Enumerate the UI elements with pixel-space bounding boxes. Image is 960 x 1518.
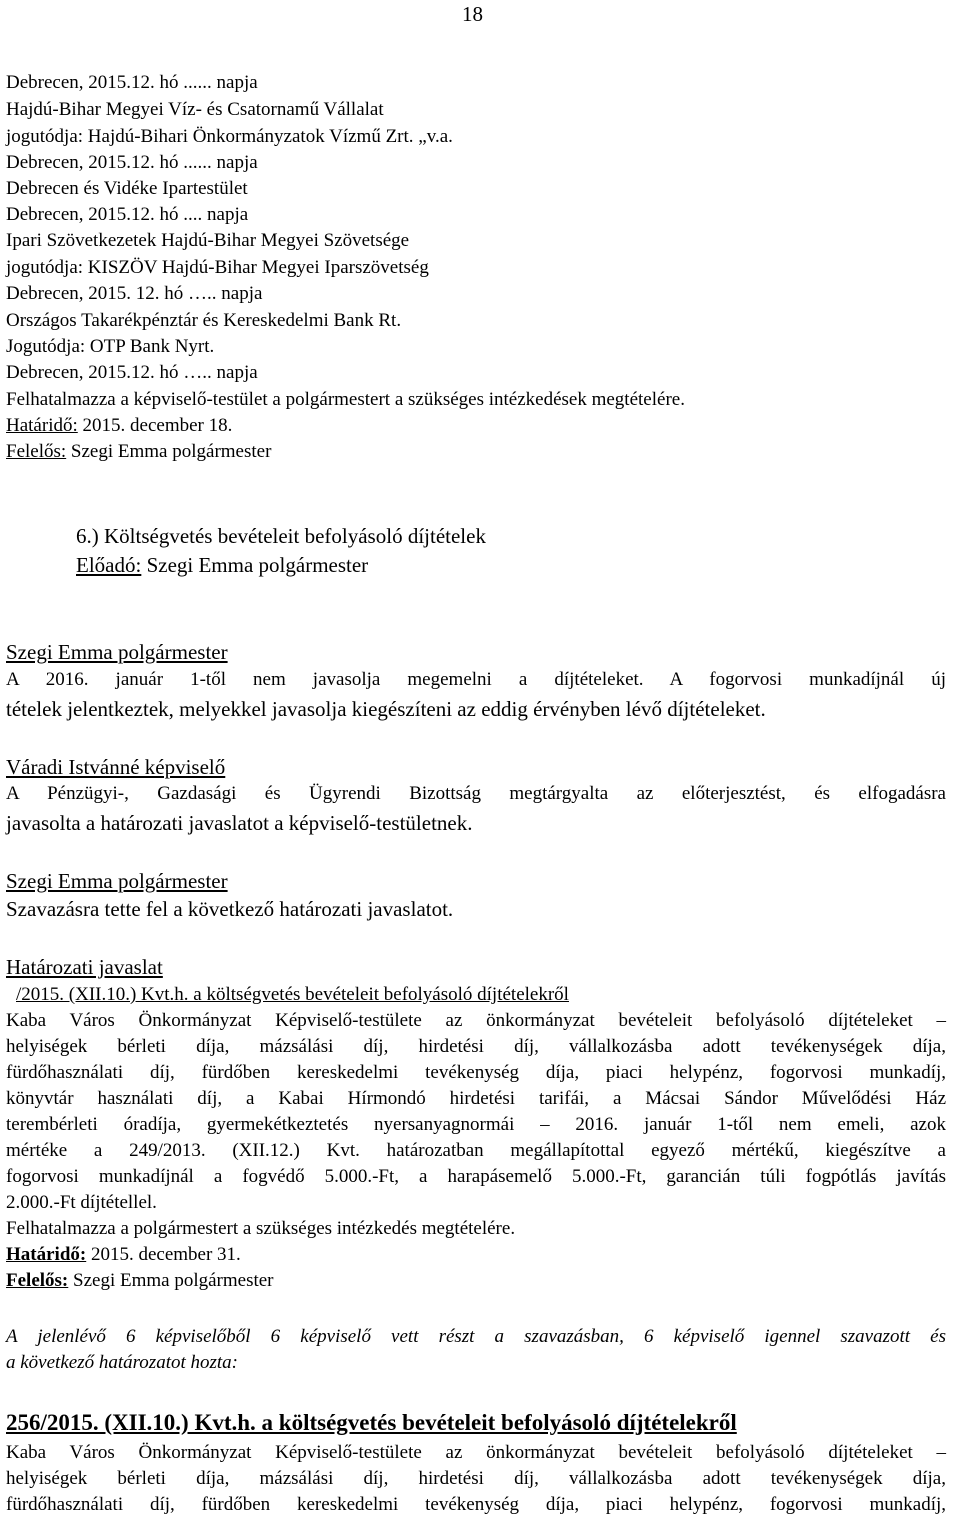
signatory-line: Debrecen, 2015.12. hó ...... napja: [6, 152, 258, 173]
proposal-body-line: fürdőhasználati díj, fürdőben kereskedelmi tevékenység díja, piaci helypénz, fogorvosi munkadíj,: [6, 1062, 946, 1083]
speaker-name: Váradi Istvánné képviselő: [6, 755, 226, 779]
speech-line: A 2016. január 1-től nem javasolja megemelni a díjtételeket. A fogorvosi munkadíjnál új: [6, 669, 946, 690]
signatory-line: Ipari Szövetkezetek Hajdú-Bihar Megyei Szövetsége: [6, 230, 410, 251]
signatory-line: Debrecen, 2015.12. hó ...... napja: [6, 72, 258, 93]
agenda-presenter-line: [76, 553, 368, 577]
signatory-line: Országos Takarékpénztár és Kereskedelmi Bank Rt.: [6, 310, 402, 331]
authorization-text: Felhatalmazza a képviselő-testület a polgármestert a szükséges intézkedések megtételére.: [6, 389, 685, 410]
proposal-authorization: Felhatalmazza a polgármestert a szükséges intézkedés megtételére.: [6, 1218, 516, 1239]
proposal-body-line: Kaba Város Önkormányzat Képviselő-testülete az önkormányzat bevételeit befolyásoló díjtételeket –: [6, 1010, 946, 1031]
page-number: 18: [462, 2, 483, 26]
responsible-value: Szegi Emma polgármester: [66, 441, 272, 462]
responsible-line: [6, 441, 271, 463]
deadline-line: [6, 415, 232, 437]
responsible-label: Felelős:: [6, 1270, 69, 1291]
deadline-label: Határidő:: [6, 415, 78, 436]
proposal-responsible-line: [6, 1270, 274, 1292]
proposal-body-line: helyiségek bérleti díja, mázsálási díj, hirdetési díj, vállalkozásba adott tevékenységek díja,: [6, 1036, 946, 1057]
proposal-body-line: fogorvosi munkadíjnál a fogvédő 5.000.-Ft, a harapásemelő 5.000.-Ft, garancián túli fogpótlás javítás: [6, 1166, 946, 1187]
vote-line: A jelenlévő 6 képviselőből 6 képviselő vett részt a szavazásban, 6 képviselő igennel szavazott és: [6, 1326, 946, 1347]
proposal-deadline-line: [6, 1244, 241, 1266]
proposal-body-line: mértéke a 249/2013. (XII.12.) Kvt. határozatban megállapítottal egyező mértékű, kiegészítve a: [6, 1140, 946, 1161]
resolution-body-line: Kaba Város Önkormányzat Képviselő-testülete az önkormányzat bevételeit befolyásoló díjtételeket –: [6, 1442, 946, 1463]
speech-line: A Pénzügyi-, Gazdasági és Ügyrendi Bizottság megtárgyalta az előterjesztést, és elfogadásra: [6, 783, 946, 804]
signatory-line: Jogutódja: OTP Bank Nyrt.: [6, 336, 215, 357]
deadline-value: 2015. december 31.: [86, 1244, 241, 1265]
speaker-name: Szegi Emma polgármester: [6, 869, 228, 893]
speech-line: Szavazásra tette fel a következő határozati javaslatot.: [6, 897, 454, 921]
proposal-heading: Határozati javaslat: [6, 955, 163, 979]
signatory-line: Debrecen, 2015. 12. hó ….. napja: [6, 283, 263, 304]
signatory-line: Debrecen, 2015.12. hó ….. napja: [6, 362, 258, 383]
signatory-line: jogutódja: KISZÖV Hajdú-Bihar Megyei Iparszövetség: [6, 257, 429, 278]
speech-line: javasolta a határozati javaslatot a képviselő-testületnek.: [6, 811, 473, 835]
signatory-line: jogutódja: Hajdú-Bihari Önkormányzatok Vízmű Zrt. „v.a.: [6, 126, 453, 147]
vote-line: a következő határozatot hozta:: [6, 1352, 239, 1373]
proposal-body-line: terembérleti óradíja, gyermekétkeztetés nyersanyagnormái – 2016. január 1-től nem emeli, azok: [6, 1114, 946, 1135]
resolution-body-line: helyiségek bérleti díja, mázsálási díj, hirdetési díj, vállalkozásba adott tevékenységek díja,: [6, 1468, 946, 1489]
speaker-name: Szegi Emma polgármester: [6, 640, 228, 664]
proposal-body-line: 2.000.-Ft díjtétellel.: [6, 1192, 157, 1213]
resolution-title: 256/2015. (XII.10.) Kvt.h. a költségvetés bevételeit befolyásoló díjtételekről: [6, 1410, 737, 1435]
agenda-item-title: 6.) Költségvetés bevételeit befolyásoló díjtételek: [76, 524, 486, 548]
deadline-label: Határidő:: [6, 1244, 87, 1265]
presenter-label: Előadó:: [76, 553, 142, 577]
signatory-line: Debrecen, 2015.12. hó .... napja: [6, 204, 249, 225]
speech-line: tételek jelentkeztek, melyekkel javasolja kiegészíteni az eddig érvényben lévő díjtételeket.: [6, 697, 766, 721]
presenter-name: Szegi Emma polgármester: [141, 553, 369, 577]
proposal-title: /2015. (XII.10.) Kvt.h. a költségvetés bevételeit befolyásoló díjtételekről: [16, 984, 569, 1005]
signatory-line: Hajdú-Bihar Megyei Víz- és Csatornamű Vállalat: [6, 99, 384, 120]
resolution-body-line: fürdőhasználati díj, fürdőben kereskedelmi tevékenység díja, piaci helypénz, fogorvosi munkadíj,: [6, 1494, 946, 1515]
signatory-line: Debrecen és Vidéke Ipartestület: [6, 178, 248, 199]
deadline-value: 2015. december 18.: [77, 415, 233, 436]
proposal-body-line: könyvtár használati díj, a Kabai Hírmondó hirdetési tarifái, a Mácsai Sándor Művelődési Ház: [6, 1088, 946, 1109]
responsible-value: Szegi Emma polgármester: [68, 1270, 274, 1291]
responsible-label: Felelős:: [6, 441, 67, 462]
